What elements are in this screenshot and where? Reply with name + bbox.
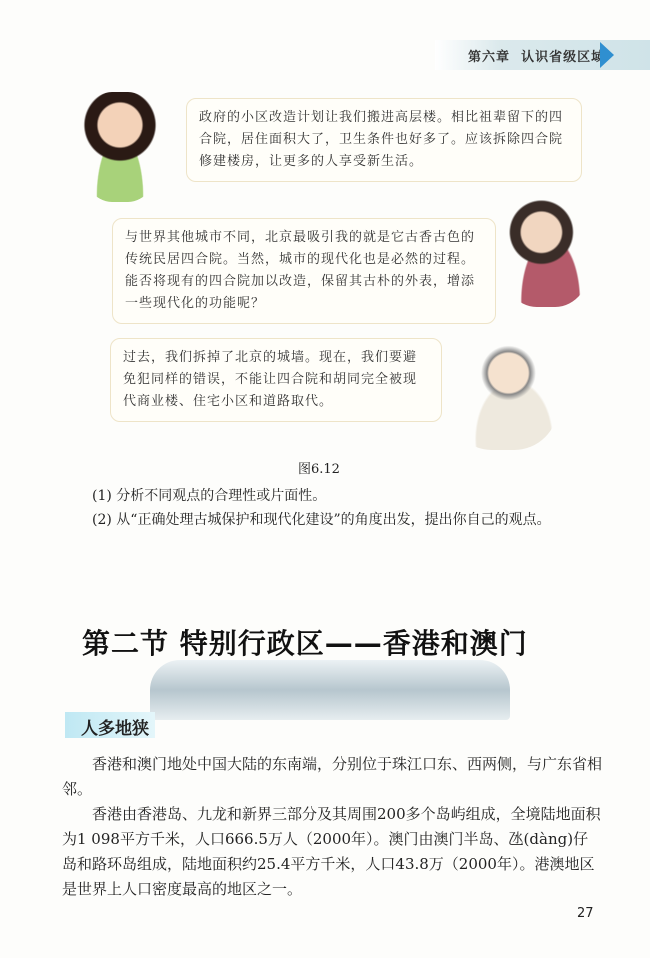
- bearded-man-illustration: [500, 192, 592, 307]
- chapter-header: [468, 46, 605, 65]
- old-man-illustration: [448, 340, 558, 450]
- city-photo-banner: [150, 660, 510, 720]
- chapter-number: 第六章: [468, 50, 511, 65]
- paragraph-2: 香港由香港岛、九龙和新界三部分及其周围200多个岛屿组成，全境陆地面积为1 098平方千米，人口666.5万人（2000年）。澳门由澳门半岛、氹(dàng)仔岛和路环岛组成，陆地面积约25.4平方千米，人口43.8万（2000年）。港澳地区是世界上人口密度最高的地区之一。: [62, 805, 601, 898]
- subsection-heading: [65, 712, 155, 738]
- subsection-label: 人多地狭: [81, 719, 149, 739]
- paragraph-1: 香港和澳门地处中国大陆的东南端，分别位于珠江口东、西两侧，与广东省相邻。: [62, 755, 603, 798]
- question-2: (2) 从“正确处理古城保护和现代化建设”的角度出发，提出你自己的观点。: [92, 512, 551, 528]
- chapter-title: 认识省级区域: [521, 50, 606, 65]
- question-1: (1) 分析不同观点的合理性或片面性。: [92, 488, 327, 504]
- speech-bubble-2: 与世界其他城市不同，北京最吸引我的就是它古香古色的传统民居四合院。当然，城市的现代化也是必然的过程。能否将现有的四合院加以改造，保留其古朴的外表，增添一些现代化的功能呢？: [112, 218, 496, 324]
- page-number: 27: [577, 906, 594, 921]
- speech-bubble-3: 过去，我们拆掉了北京的城墙。现在，我们要避免犯同样的错误，不能让四合院和胡同完全被现代商业楼、住宅小区和道路取代。: [110, 338, 442, 422]
- arrow-icon: [600, 42, 614, 68]
- woman-illustration: [80, 92, 160, 202]
- speech-bubble-1: 政府的小区改造计划让我们搬进高层楼。相比祖辈留下的四合院，居住面积大了，卫生条件也好多了。应该拆除四合院修建楼房，让更多的人享受新生活。: [186, 98, 582, 182]
- figure-caption: 图6.12: [298, 462, 340, 477]
- section-title: 第二节 特别行政区——香港和澳门: [82, 627, 528, 660]
